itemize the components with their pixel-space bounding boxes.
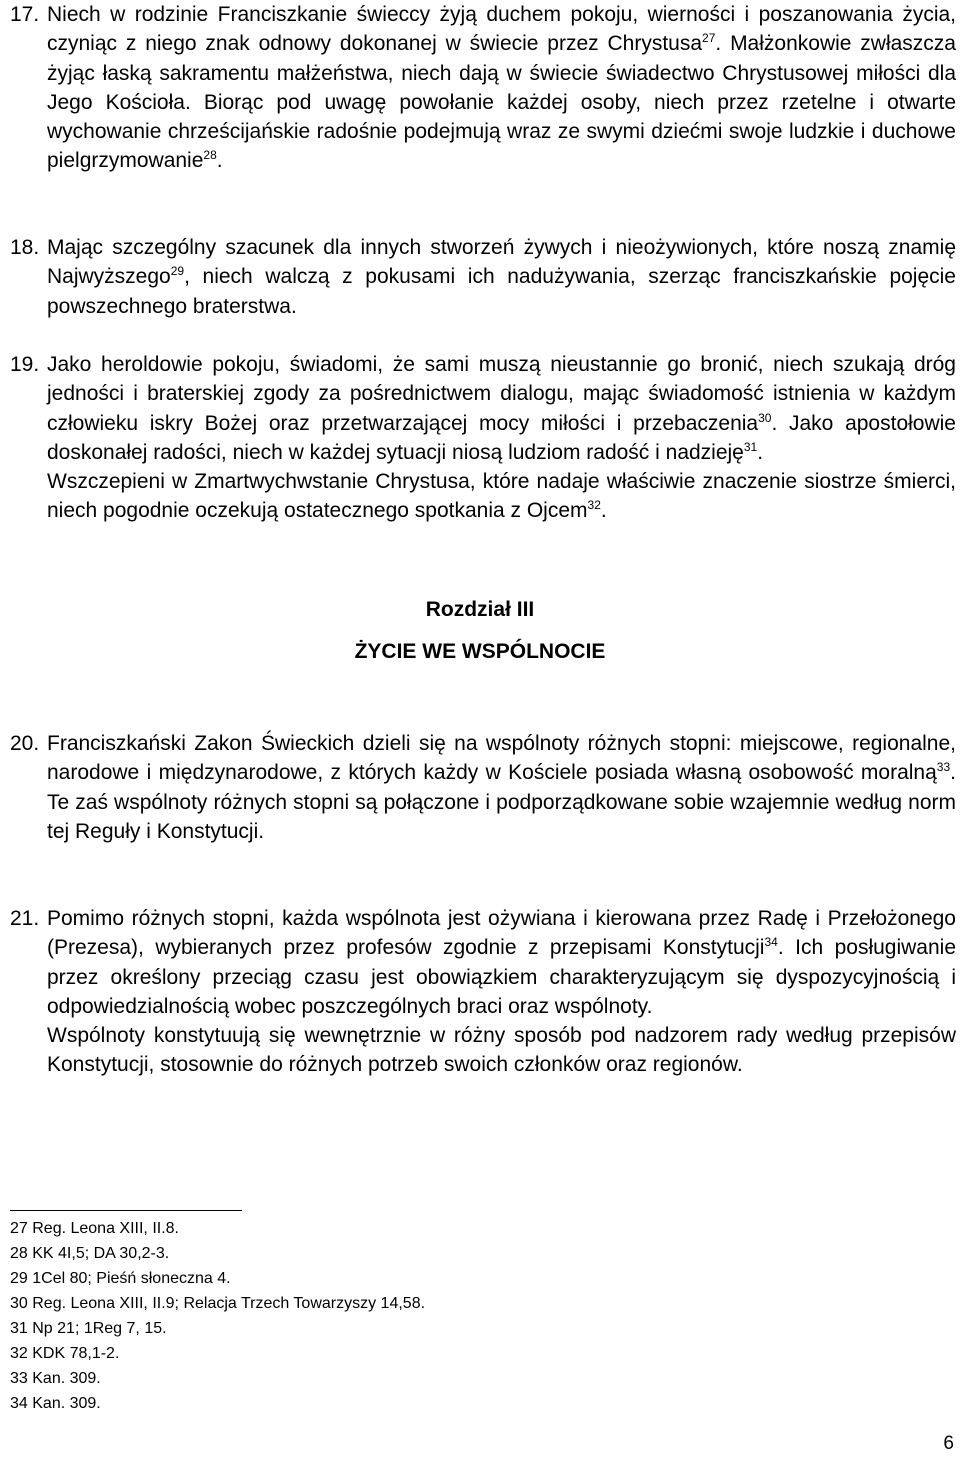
chapter-subtitle: ŻYCIE WE WSPÓLNOCIE — [354, 640, 606, 663]
paragraph-body — [47, 233, 956, 321]
paragraph-text: . Ich posługiwanie przez określony przeciąg czasu jest obowiązkiem charakteryzującym się dyspozycyjnością i odpowiedzialnością wobec poszczególnych braci oraz wspólnoty. — [47, 936, 957, 1018]
footnote: 28 KK 4I,5; DA 30,2-3. — [10, 1245, 170, 1262]
footnote: 27 Reg. Leona XIII, II.8. — [10, 1220, 179, 1237]
paragraph-number: 18. — [10, 236, 40, 259]
footnote-ref: 27 — [702, 31, 716, 46]
paragraph-text: Niech w rodzinie Franciszkanie świeccy żyją duchem pokoju, wierności i poszanowania życia, czyniąc z niego znak odnowy dokonanej w świecie przez Chrystusa — [47, 3, 956, 56]
paragraph-text: Franciszkański Zakon Świeckich dzieli się na wspólnoty różnych stopni: miejscowe, regionalne, narodowe i międzynarodowe, z których każdy w Kościele posiada własną osobowość moralną — [47, 732, 956, 785]
paragraph-body — [47, 0, 956, 176]
footnote-ref: 33 — [936, 760, 951, 775]
footnote-ref: 28 — [203, 148, 217, 163]
paragraph-text: Mając szczególny szacunek dla innych stworzeń żywych i nieożywionych, które noszą znamię Najwyższego — [47, 236, 956, 289]
paragraph-text: . Te zaś wspólnoty różnych stopni są połączone i podporządkowane sobie wzajemnie według norm tej Reguły i Konstytucji. — [47, 761, 956, 843]
footnotes-list — [10, 1216, 710, 1416]
footnote: 30 Reg. Leona XIII, II.9; Relacja Trzech Towarzyszy 14,58. — [10, 1295, 426, 1312]
footnote-ref: 34 — [764, 935, 778, 950]
footnote: 34 Kan. 309. — [10, 1395, 101, 1412]
paragraph-19 — [10, 350, 956, 526]
paragraph-text: . — [600, 499, 607, 523]
footnote-ref: 29 — [170, 264, 185, 279]
paragraph-text: . — [757, 440, 764, 464]
footnote-separator — [10, 1210, 242, 1211]
footnote: 33 Kan. 309. — [10, 1370, 101, 1387]
paragraph-body — [47, 729, 956, 846]
paragraph-text: Jako heroldowie pokoju, świadomi, że sami muszą nieustannie go bronić, niech szukają dróg jedności i braterskiej zgody za pośrednictwem dialogu, mając świadomość istnienia w każdym człowieku iskry Bożej oraz przetwarzającej mocy miłości i przebaczenia — [47, 353, 956, 435]
footnote: 31 Np 21; 1Reg 7, 15. — [10, 1320, 167, 1337]
footnote-ref: 30 — [758, 410, 772, 425]
paragraph-18 — [10, 233, 956, 321]
footnote-ref: 31 — [743, 439, 758, 454]
chapter-title: Rozdział III — [425, 598, 535, 621]
paragraph-20 — [10, 729, 956, 846]
paragraph-number: 21. — [10, 907, 40, 930]
footnote: 29 1Cel 80; Pieśń słoneczna 4. — [10, 1270, 231, 1287]
paragraph-text: . Małżonkowie zwłaszcza żyjąc łaską sakramentu małżeństwa, niech dają w świecie świadectwo Chrystusowej miłości dla Jego Kościoła. Biorąc pod uwagę powołanie każdej osoby, niech przez rzetelne i otwarte wychowanie chrześcijańskie radośnie podejmują wraz ze swymi dziećmi swoje ludzkie i duchowe pielgrzymowanie — [47, 32, 956, 173]
paragraph-number: 19. — [10, 353, 40, 376]
paragraph-body — [47, 350, 956, 526]
footnote: 32 KDK 78,1-2. — [10, 1345, 120, 1362]
paragraph-text: , niech walczą z pokusami ich nadużywania, szerząc franciszkańskie pojęcie powszechnego braterstwa. — [47, 265, 956, 318]
paragraph-number: 20. — [10, 732, 40, 755]
paragraph-text: . — [216, 149, 223, 173]
paragraph-17 — [10, 0, 956, 176]
page-number: 6 — [943, 1433, 954, 1454]
paragraph-21 — [10, 904, 956, 1080]
paragraph-continuation — [47, 467, 956, 526]
footnote-ref: 32 — [587, 498, 601, 513]
paragraph-text: . Jako apostołowie doskonałej radości, niech w każdej sytuacji niosą ludziom radość i nadzieję — [47, 411, 956, 464]
paragraph-text: Wszczepieni w Zmartwychwstanie Chrystusa, które nadaje właściwie znaczenie siostrze śmierci, niech pogodnie oczekują ostatecznego spotkania z Ojcem — [47, 470, 956, 523]
paragraph-text: Pomimo różnych stopni, każda wspólnota jest ożywiana i kierowana przez Radę i Przełożonego (Prezesa), wybieranych przez profesów zgodnie z przepisami Konstytucji — [47, 907, 956, 960]
paragraph-number: 17. — [10, 3, 40, 26]
paragraph-body — [47, 904, 956, 1080]
paragraph-continuation: Wspólnoty konstytuują się wewnętrznie w różny sposób pod nadzorem rady według przepisów Konstytucji, stosownie do różnych potrzeb swoich członków oraz regionów. — [47, 1024, 956, 1077]
